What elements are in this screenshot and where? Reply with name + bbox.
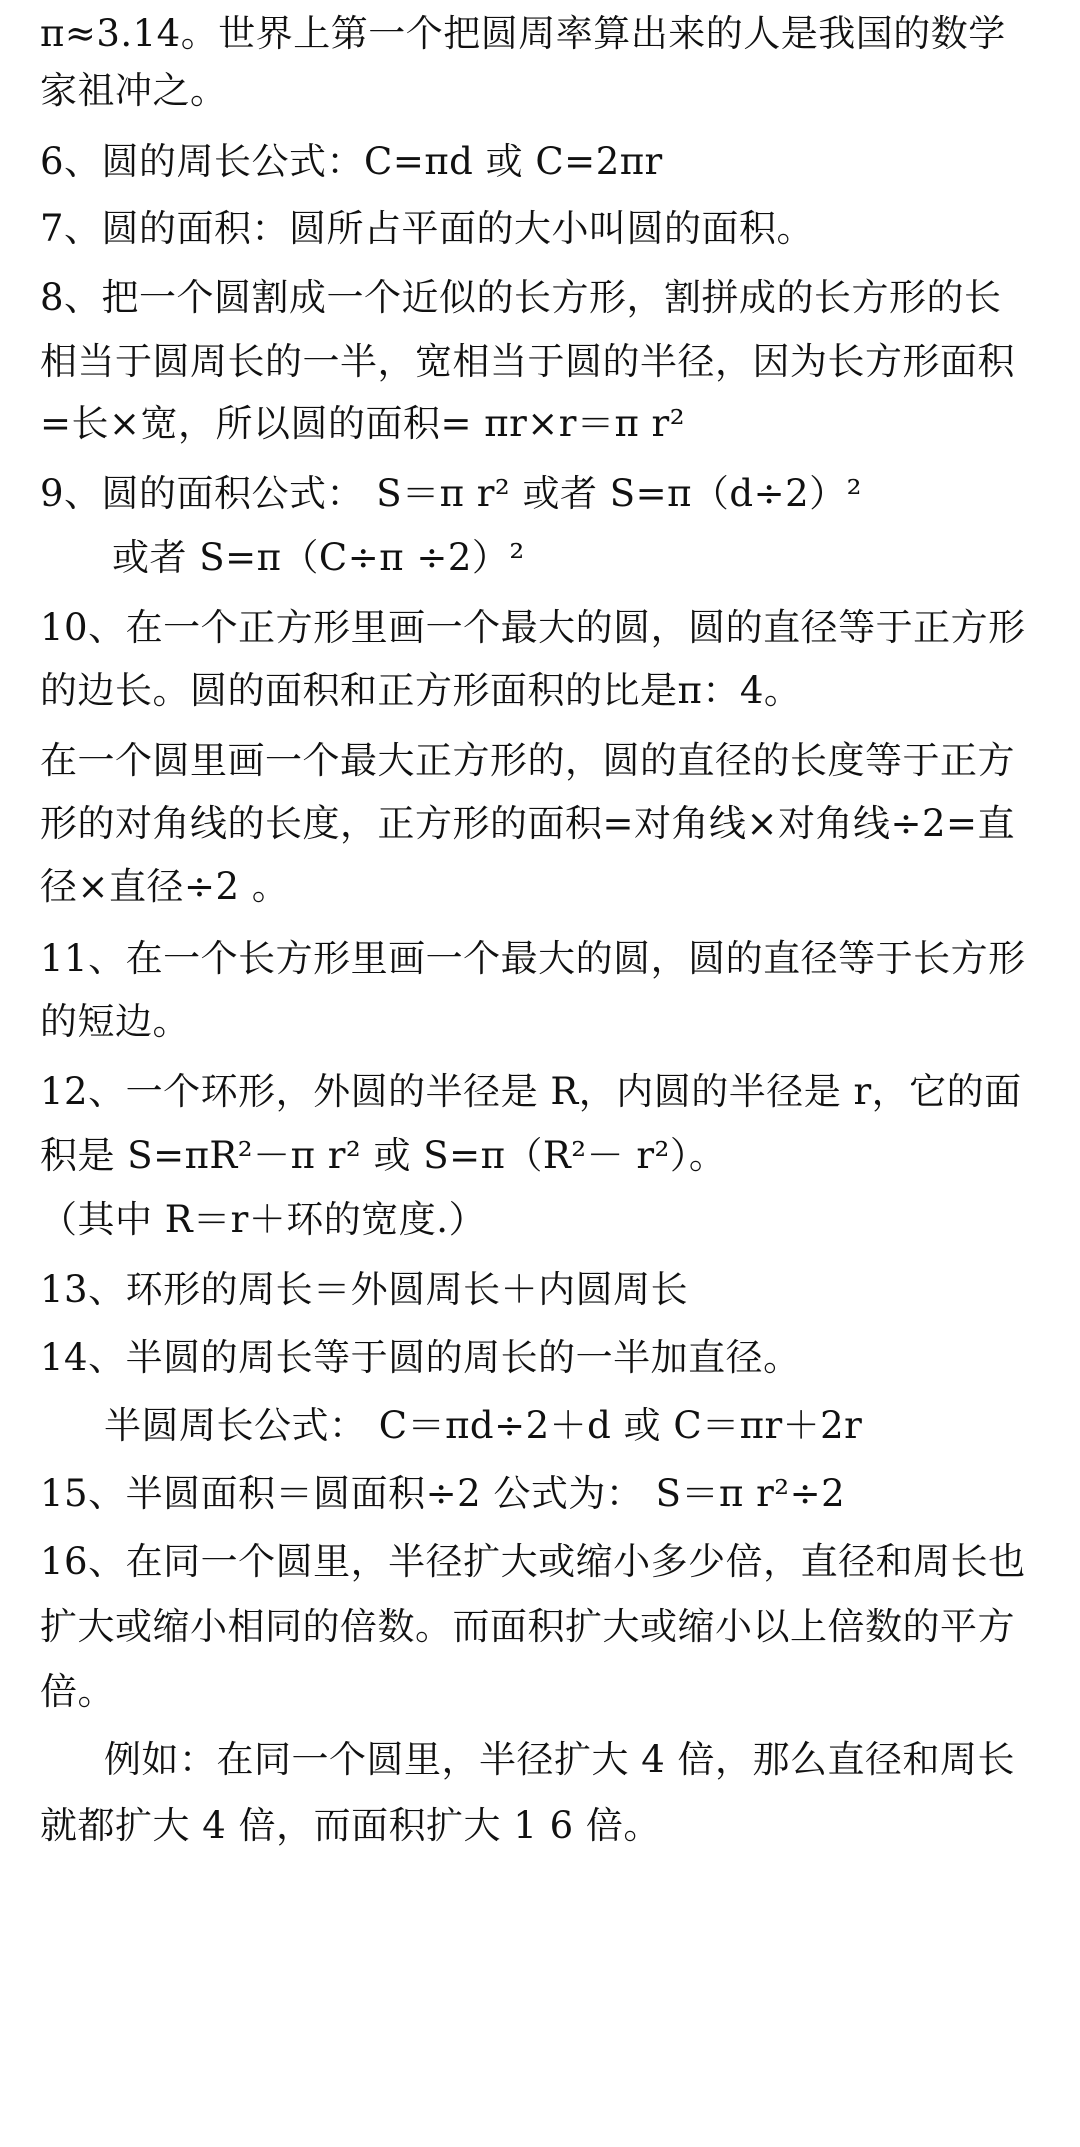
text-line-zu-chongzhi: 家祖冲之。 <box>40 69 228 112</box>
text-line-item-12-a: 12、一个环形，外圆的半径是 R，内圆的半径是 r，它的面 <box>40 1070 1022 1113</box>
text-line-square-in-circle-b: 形的对角线的长度，正方形的面积=对角线×对角线÷2=直 <box>40 802 1016 845</box>
text-line-item-9-b: 或者 S=π（C÷π ÷2）² <box>112 536 525 579</box>
text-line-item-6: 6、圆的周长公式：C=πd 或 C=2πr <box>40 140 663 183</box>
text-line-item-8-a: 8、把一个圆割成一个近似的长方形，割拼成的长方形的长 <box>40 276 1002 319</box>
text-line-item-12-b: 积是 S=πR²－π r² 或 S=π（R²－ r²）。 <box>40 1134 727 1177</box>
text-line-item-10-b: 的边长。圆的面积和正方形面积的比是π：4。 <box>40 669 802 712</box>
text-line-item-14-b: 半圆周长公式： C＝πd÷2＋d 或 C＝πr＋2r <box>104 1404 863 1447</box>
text-line-square-in-circle-a: 在一个圆里画一个最大正方形的，圆的直径的长度等于正方 <box>40 739 1015 782</box>
text-line-item-16-a: 16、在同一个圆里，半径扩大或缩小多少倍，直径和周长也 <box>40 1540 1026 1583</box>
text-line-example-b: 就都扩大 4 倍，而面积扩大 1 6 倍。 <box>40 1804 661 1847</box>
text-line-item-10-a: 10、在一个正方形里画一个最大的圆，圆的直径等于正方形 <box>40 606 1026 649</box>
text-line-item-11-b: 的短边。 <box>40 1000 190 1043</box>
text-line-square-in-circle-c: 径×直径÷2 。 <box>40 865 290 908</box>
text-line-item-8-c: =长×宽，所以圆的面积= πr×r＝π r² <box>40 402 686 445</box>
text-line-item-8-b: 相当于圆周长的一半，宽相当于圆的半径，因为长方形面积 <box>40 340 1015 383</box>
text-line-item-12-c: （其中 R＝r＋环的宽度.） <box>40 1198 487 1241</box>
text-line-item-13: 13、环形的周长＝外圆周长＋内圆周长 <box>40 1268 689 1311</box>
text-line-pi-value: π≈3.14。世界上第一个把圆周率算出来的人是我国的数学 <box>40 12 1006 55</box>
text-line-item-15: 15、半圆面积＝圆面积÷2 公式为： S＝π r²÷2 <box>40 1472 846 1515</box>
text-line-item-16-b: 扩大或缩小相同的倍数。而面积扩大或缩小以上倍数的平方 <box>40 1605 1015 1648</box>
text-line-item-9-a: 9、圆的面积公式： S＝π r² 或者 S=π（d÷2）² <box>40 472 862 515</box>
text-line-item-7: 7、圆的面积：圆所占平面的大小叫圆的面积。 <box>40 207 815 250</box>
text-line-example-a: 例如：在同一个圆里，半径扩大 4 倍，那么直径和周长 <box>104 1738 1016 1781</box>
text-line-item-11-a: 11、在一个长方形里画一个最大的圆，圆的直径等于长方形 <box>40 937 1026 980</box>
text-line-item-16-c: 倍。 <box>40 1670 115 1713</box>
text-line-item-14-a: 14、半圆的周长等于圆的周长的一半加直径。 <box>40 1336 801 1379</box>
